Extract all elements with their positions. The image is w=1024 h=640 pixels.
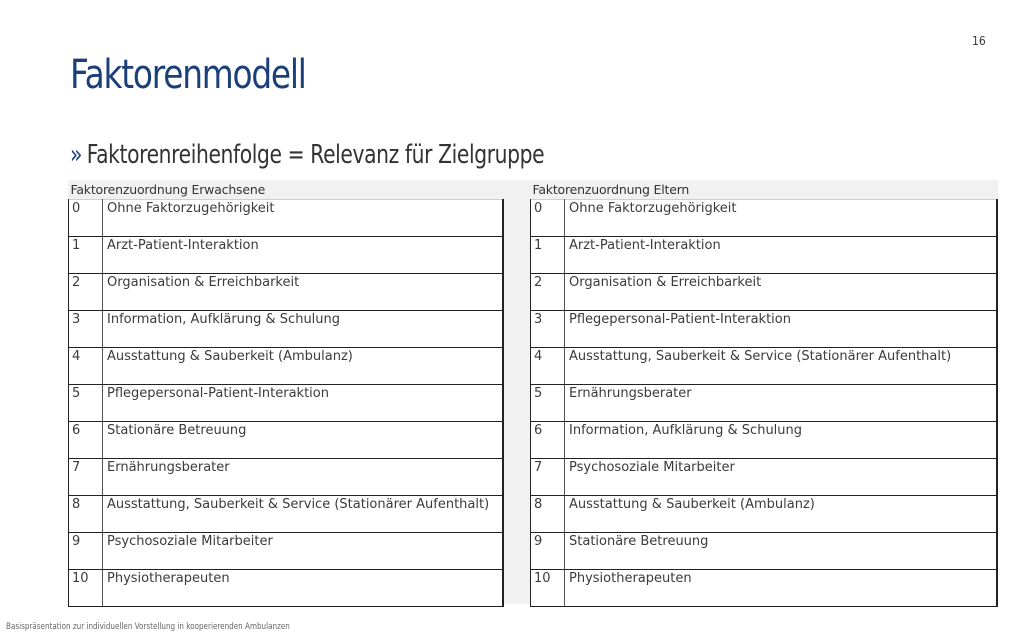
table-row	[69, 570, 503, 607]
factor-cell: Information, Aufklärung & Schulung	[565, 422, 997, 459]
rank-cell: 6	[69, 422, 103, 459]
table-row	[531, 570, 997, 607]
factor-tables	[68, 180, 998, 604]
table-row	[69, 496, 503, 533]
table-row	[531, 348, 997, 385]
factor-cell: Information, Aufklärung & Schulung	[103, 311, 503, 348]
table-adults-header: Faktorenzuordnung Erwachsene	[69, 180, 503, 200]
rank-cell: 10	[531, 570, 565, 607]
rank-cell: 7	[531, 459, 565, 496]
rank-cell: 2	[69, 274, 103, 311]
table-row	[531, 422, 997, 459]
rank-cell: 9	[531, 533, 565, 570]
factor-cell: Arzt-Patient-Interaktion	[103, 237, 503, 274]
rank-cell: 6	[531, 422, 565, 459]
rank-cell: 5	[69, 385, 103, 422]
factor-cell: Pflegepersonal-Patient-Interaktion	[565, 311, 997, 348]
table-row	[531, 274, 997, 311]
table-row	[69, 200, 503, 237]
factor-cell: Ohne Faktorzugehörigkeit	[565, 200, 997, 237]
factor-cell: Psychosoziale Mitarbeiter	[103, 533, 503, 570]
factor-cell: Stationäre Betreuung	[565, 533, 997, 570]
table-row	[531, 237, 997, 274]
table-row	[69, 533, 503, 570]
rank-cell: 5	[531, 385, 565, 422]
slide-subtitle	[70, 140, 544, 170]
table-adults	[68, 180, 504, 607]
factor-cell: Ohne Faktorzugehörigkeit	[103, 200, 503, 237]
rank-cell: 3	[531, 311, 565, 348]
table-row	[69, 311, 503, 348]
factor-cell: Ausstattung & Sauberkeit (Ambulanz)	[103, 348, 503, 385]
table-row	[531, 200, 997, 237]
table-row	[69, 422, 503, 459]
factor-cell: Ausstattung & Sauberkeit (Ambulanz)	[565, 496, 997, 533]
factor-cell: Ernährungsberater	[103, 459, 503, 496]
factor-cell: Psychosoziale Mitarbeiter	[565, 459, 997, 496]
bullet-marker: »	[70, 140, 83, 170]
table-row	[69, 459, 503, 496]
footer-text: Basispräsentation zur individuellen Vorstellung in kooperierenden Ambulanzen	[6, 622, 290, 632]
table-row	[69, 385, 503, 422]
factor-cell: Arzt-Patient-Interaktion	[565, 237, 997, 274]
table-row	[531, 311, 997, 348]
factor-cell: Ernährungsberater	[565, 385, 997, 422]
rank-cell: 1	[69, 237, 103, 274]
subtitle-text: Faktorenreihenfolge = Relevanz für Zielgruppe	[86, 140, 545, 170]
rank-cell: 0	[69, 200, 103, 237]
table-row	[531, 385, 997, 422]
table-parents	[530, 180, 998, 607]
table-parents-header: Faktorenzuordnung Eltern	[531, 180, 997, 200]
rank-cell: 10	[69, 570, 103, 607]
rank-cell: 8	[69, 496, 103, 533]
table-row	[69, 274, 503, 311]
factor-cell: Organisation & Erreichbarkeit	[565, 274, 997, 311]
factor-cell: Pflegepersonal-Patient-Interaktion	[103, 385, 503, 422]
rank-cell: 9	[69, 533, 103, 570]
table-row	[531, 496, 997, 533]
rank-cell: 0	[531, 200, 565, 237]
page-number: 16	[972, 34, 986, 48]
rank-cell: 7	[69, 459, 103, 496]
table-row	[69, 237, 503, 274]
factor-cell: Stationäre Betreuung	[103, 422, 503, 459]
rank-cell: 3	[69, 311, 103, 348]
factor-cell: Physiotherapeuten	[565, 570, 997, 607]
factor-cell: Ausstattung, Sauberkeit & Service (Stationärer Aufenthalt)	[103, 496, 503, 533]
rank-cell: 2	[531, 274, 565, 311]
table-row	[531, 533, 997, 570]
table-row	[531, 459, 997, 496]
table-row	[69, 348, 503, 385]
slide-title: Faktorenmodell	[70, 52, 306, 98]
factor-cell: Ausstattung, Sauberkeit & Service (Stationärer Aufenthalt)	[565, 348, 997, 385]
factor-cell: Organisation & Erreichbarkeit	[103, 274, 503, 311]
rank-cell: 4	[531, 348, 565, 385]
rank-cell: 4	[69, 348, 103, 385]
rank-cell: 1	[531, 237, 565, 274]
rank-cell: 8	[531, 496, 565, 533]
factor-cell: Physiotherapeuten	[103, 570, 503, 607]
